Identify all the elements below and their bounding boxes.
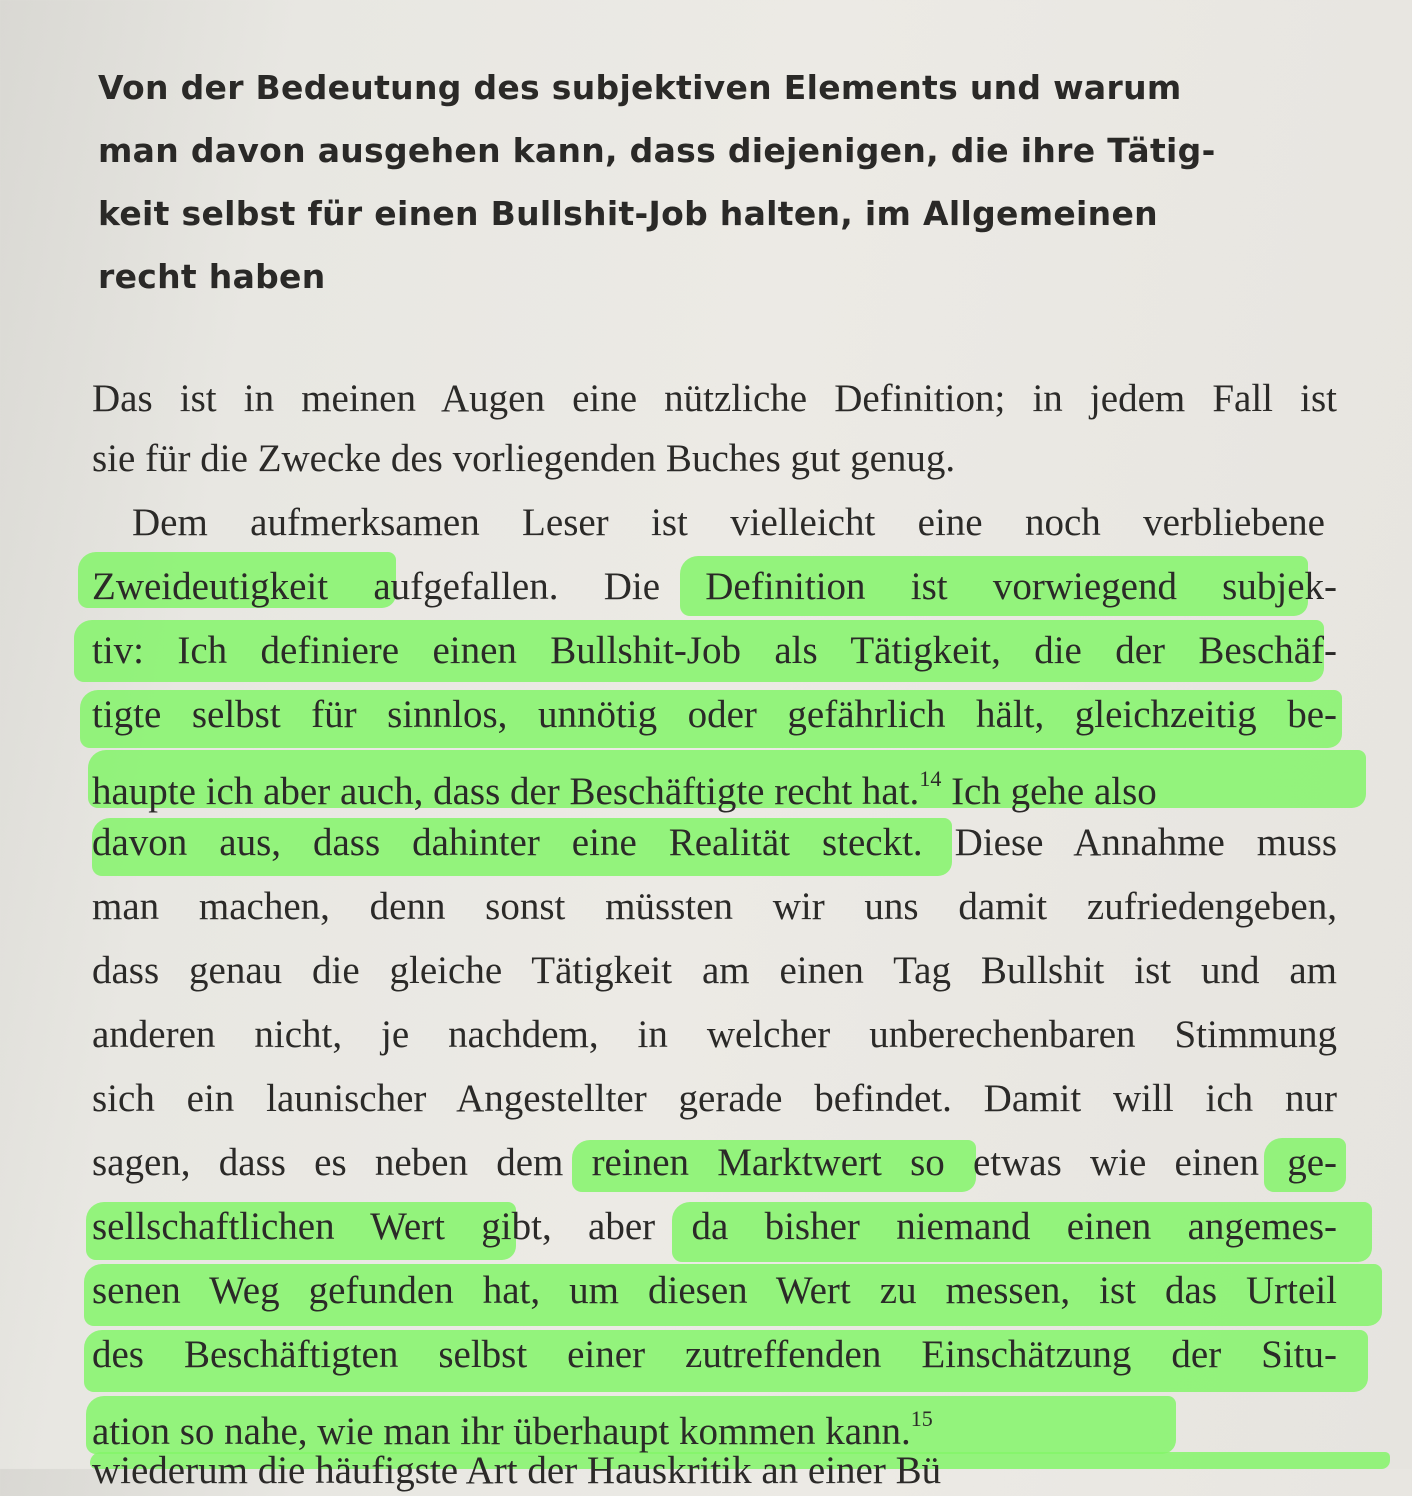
paragraph-line: Dem aufmerksamen Leser ist vielleicht eine noch verbliebene — [132, 501, 1325, 544]
section-heading — [98, 56, 1278, 308]
paragraph-line — [92, 754, 1337, 817]
line-text: haupte ich aber auch, dass der Beschäftigte recht hat. — [92, 770, 920, 813]
line-text: ation so nahe, wie man ihr überhaupt kommen kann. — [92, 1410, 911, 1453]
partial-line — [92, 1448, 1337, 1492]
footnote-marker: 15 — [910, 1406, 933, 1431]
heading-line: keit selbst für einen Bullshit-Job halten, im Allgemeinen — [98, 194, 1158, 233]
heading-line: recht haben — [98, 257, 326, 296]
footnote-marker: 14 — [919, 766, 942, 791]
paragraph-line: davon aus, dass dahinter eine Realität steckt. Diese Annahme muss — [92, 821, 1337, 864]
paragraph-line: man machen, denn sonst müssten wir uns damit zufriedengeben, — [92, 885, 1337, 928]
paragraph-line: sellschaftlichen Wert gibt, aber da bisher niemand einen angemes- — [92, 1205, 1337, 1248]
paragraph-line: Das ist in meinen Augen eine nützliche Definition; in jedem Fall ist — [92, 377, 1337, 420]
paragraph-line: Zweideutigkeit aufgefallen. Die Definition ist vorwiegend subjek- — [92, 565, 1337, 608]
paragraph-line: sie für die Zwecke des vorliegenden Buches gut genug. — [92, 437, 956, 480]
heading-line: Von der Bedeutung des subjektiven Elements und warum — [98, 68, 1182, 107]
paragraph-line: anderen nicht, je nachdem, in welcher unberechenbaren Stimmung — [92, 1013, 1337, 1056]
paragraph-line: des Beschäftigten selbst einer zutreffenden Einschätzung der Situ- — [92, 1333, 1337, 1376]
paragraph-line: tigte selbst für sinnlos, unnötig oder gefährlich hält, gleichzeitig be- — [92, 693, 1337, 736]
line-text: Ich gehe also — [951, 770, 1157, 813]
paragraph-line: tiv: Ich definiere einen Bullshit-Job als Tätigkeit, die der Beschäf- — [92, 629, 1337, 672]
paragraph-line: dass genau die gleiche Tätigkeit am einen Tag Bullshit ist und am — [92, 949, 1337, 992]
partial-line-text: wiederum die häufigste Art der Hauskritik an einer Bü — [92, 1449, 942, 1492]
paragraph-line: sagen, dass es neben dem reinen Marktwert so etwas wie einen ge- — [92, 1141, 1337, 1184]
paragraph-line: sich ein launischer Angestellter gerade befindet. Damit will ich nur — [92, 1077, 1337, 1120]
heading-line: man davon ausgehen kann, dass diejenigen, die ihre Tätig- — [98, 131, 1216, 170]
paragraph-line: senen Weg gefunden hat, um diesen Wert zu messen, ist das Urteil — [92, 1269, 1337, 1312]
